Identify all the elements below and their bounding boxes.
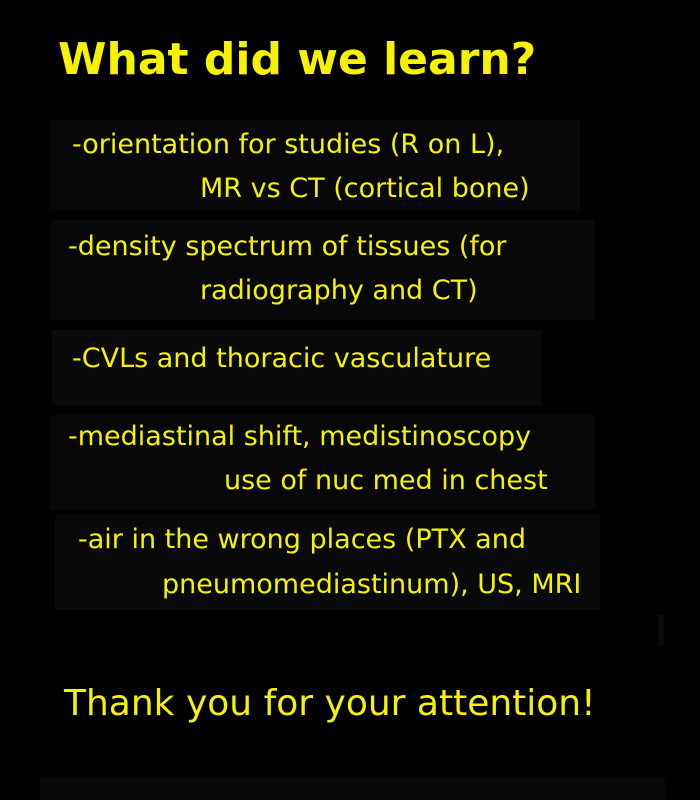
bullet-air-line2: pneumomediastinum), US, MRI <box>162 569 582 600</box>
bullet-mediastinal-line1: -mediastinal shift, medistinoscopy <box>68 421 532 452</box>
closing-message: Thank you for your attention! <box>64 683 596 724</box>
bullet-mediastinal-line2: use of nuc med in chest <box>224 465 548 496</box>
panel-edge <box>658 615 664 645</box>
bullet-cvls-line1: -CVLs and thoracic vasculature <box>72 343 492 374</box>
bullet-orientation-line1: -orientation for studies (R on L), <box>72 129 505 160</box>
bullet-density-line2: radiography and CT) <box>200 275 478 306</box>
slide-title: What did we learn? <box>58 34 537 85</box>
text-panel-background <box>40 778 665 800</box>
bullet-density-line1: -density spectrum of tissues (for <box>68 231 507 262</box>
bullet-air-line1: -air in the wrong places (PTX and <box>78 524 526 555</box>
bullet-orientation-line2: MR vs CT (cortical bone) <box>200 173 530 204</box>
